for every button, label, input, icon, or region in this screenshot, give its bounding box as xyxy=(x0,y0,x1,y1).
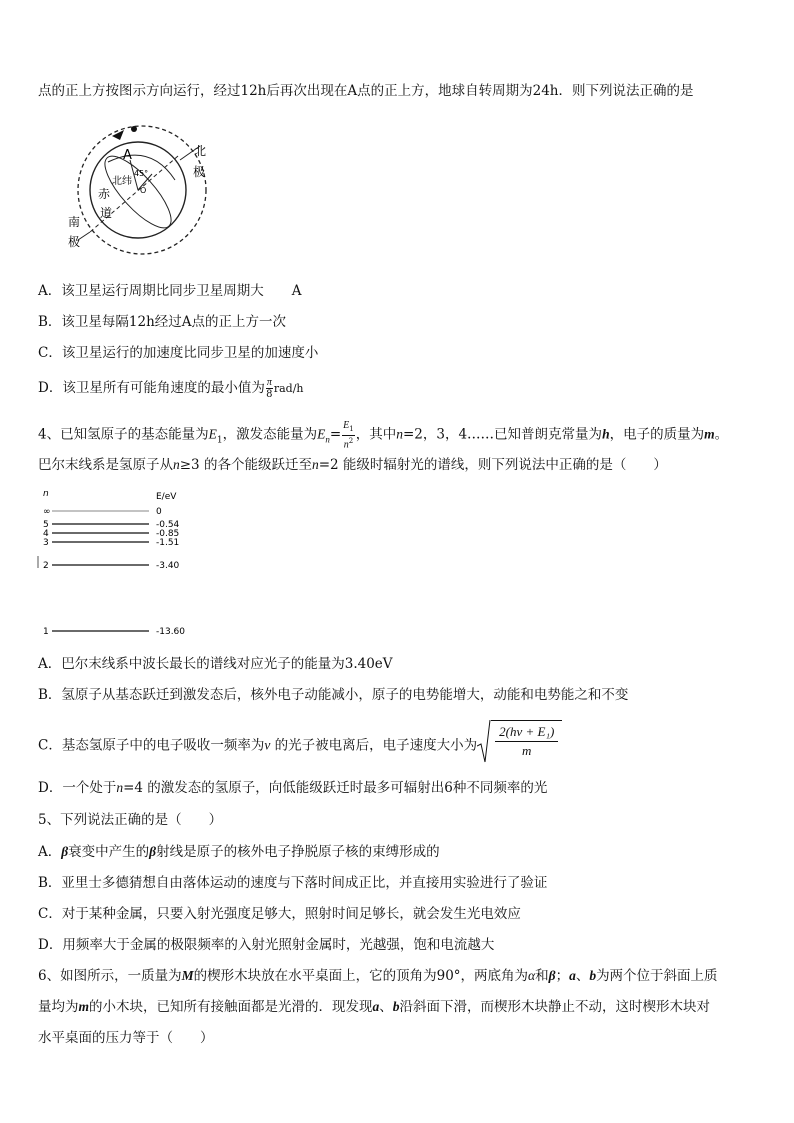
q3-option-c: C．该卫星运行的加速度比同步卫星的加速度小 xyxy=(38,345,319,361)
label-north-2: 极 xyxy=(193,165,206,179)
q4-energy-fraction: $\frac{E_1}{n^2}$ xyxy=(343,420,354,451)
q4-option-a: A．巴尔末线系中波长最长的谱线对应光子的能量为3.40eV xyxy=(38,656,393,672)
q5-option-c: C．对于某种金属，只要入射光强度足够大，照射时间足够长，就会发生光电效应 xyxy=(38,906,521,922)
q5-option-a: A．β衰变中产生的β射线是原子的核外电子挣脱原子核的束缚形成的 xyxy=(38,844,440,860)
energy-level-n: 1 xyxy=(43,627,49,637)
satellite-dot xyxy=(131,126,137,132)
q3-option-a: A．该卫星运行周期比同步卫星周期大 A xyxy=(38,283,302,299)
e-axis-label: E/eV xyxy=(156,492,177,502)
q4-option-c: C．基态氢原子中的电子吸收一频率为ν 的光子被电离后，电子速度大小为 $\frac{\text{2(hν + E₁)}}{m}$ xyxy=(38,720,562,772)
q3-option-d-fraction: $\frac{\pi}{8}$ xyxy=(266,377,273,400)
energy-level-n: 3 xyxy=(43,538,49,548)
q5-option-d: D．用频率大于金属的极限频率的入射光照射金属时，光越强，饱和电流越大 xyxy=(38,937,495,953)
q5-option-b: B．亚里士多德猜想自由落体运动的速度与下落时间成正比，并直接用实验进行了验证 xyxy=(38,875,548,891)
label-south-2: 极 xyxy=(68,235,81,249)
label-a: A xyxy=(123,148,132,163)
q4-velocity-sqrt: $\frac{\text{2(hν + E₁)}}{m}$ xyxy=(477,720,562,772)
label-angle: 45° xyxy=(134,169,149,178)
q6-line-2: 量均为m的小木块，已知所有接触面都是光滑的．现发现a、b沿斜面下滑，而楔形木块静止不动，这时楔形木块对 xyxy=(38,999,711,1015)
energy-level-n: 4 xyxy=(43,529,49,539)
satellite-orbit-figure xyxy=(60,122,225,257)
label-o: O xyxy=(140,186,147,195)
energy-level-n: ∞ xyxy=(43,507,51,517)
energy-level-n: 2 xyxy=(43,561,49,571)
energy-level-value: 0 xyxy=(156,507,162,517)
energy-level-value: -1.51 xyxy=(156,538,180,548)
q3-intro: 点的正上方按图示方向运行，经过12h后再次出现在A点的正上方，地球自转周期为24h．则下列说法正确的是 xyxy=(38,83,694,99)
n-axis-label: n xyxy=(43,489,49,499)
label-north-1: 北 xyxy=(194,144,207,158)
energy-level-n: 5 xyxy=(43,520,49,530)
energy-level-value: -13.60 xyxy=(156,627,186,637)
label-equator-1: 赤 xyxy=(98,187,111,201)
q4-line-1: 4、已知氢原子的基态能量为$E_1$，激发态能量为$E_n=$ $\frac{E_1}{n^2}$ ，其中n=2，3，4……已知普朗克常量为h，电子的质量为m。 xyxy=(38,420,729,451)
q3-answer-mark: A xyxy=(291,283,302,299)
q4-option-d: D．一个处于n=4 的激发态的氢原子，向低能级跃迁时最多可辐射出6种不同频率的光 xyxy=(38,780,548,796)
q4-line-2: 巴尔末线系是氢原子从n≥3 的各个能级跃迁至n=2 能级时辐射光的谱线，则下列说法中正确的是（ ） xyxy=(38,457,667,473)
energy-level-value: -3.40 xyxy=(156,561,180,571)
label-equator-2: 道 xyxy=(100,206,113,220)
q4-option-b: B．氢原子从基态跃迁到激发态后，核外电子动能减小，原子的电势能增大，动能和电势能之和不变 xyxy=(38,687,629,703)
q6-line-3: 水平桌面的压力等于（ ） xyxy=(38,1030,214,1046)
label-south-1: 南 xyxy=(68,215,81,229)
q3-option-b: B．该卫星每隔12h经过A点的正上方一次 xyxy=(38,314,287,330)
label-north-latitude: 北纬 xyxy=(112,176,132,187)
q5-title: 5、下列说法正确的是（ ） xyxy=(38,812,223,828)
q6-line-1: 6、如图所示，一质量为M的楔形木块放在水平桌面上，它的顶角为90°，两底角为α和β；a、b为两个位于斜面上质 xyxy=(38,968,718,984)
orbit-direction-arrow xyxy=(112,130,124,140)
q3-option-d: D．该卫星所有可能角速度的最小值为 $\frac{\pi}{8}$ rad/h xyxy=(38,377,304,400)
energy-level-value: -0.85 xyxy=(156,529,180,539)
energy-level-diagram xyxy=(36,486,196,641)
energy-level-value: -0.54 xyxy=(156,520,180,530)
